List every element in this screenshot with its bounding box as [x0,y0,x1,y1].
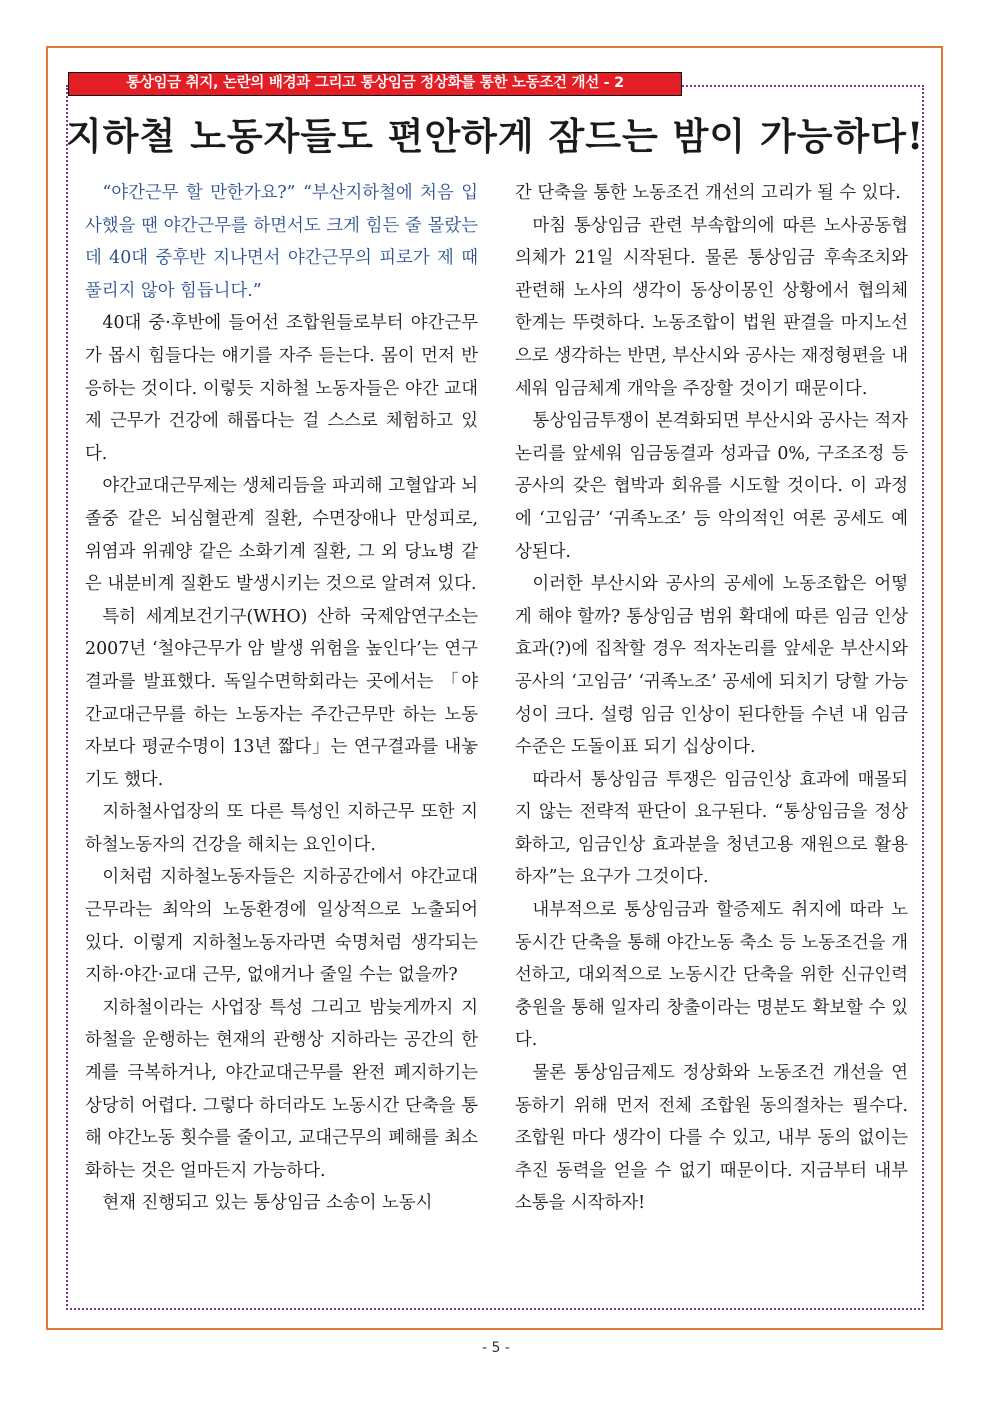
left-column [85,177,478,1220]
paragraph: 간 단축을 통한 노동조건 개선의 고리가 될 수 있다. [515,183,901,203]
paragraph: 마침 통상임금 관련 부속합의에 따른 노사공동협의체가 21일 시작된다. 물론 통상임금 후속조치와 관련해 노사의 생각이 동상이몽인 상황에서 협의체 한계는 뚜렷하다. 노동조합이 법원 판결을 마지노선으로 생각하는 반면, 부산시와 공사는 재정형편을 내세워 임금체계 개악을 주장할 것이기 때문이다. [515,215,908,399]
paragraph: 40대 중·후반에 들어선 조합원들로부터 야간근무가 몹시 힘들다는 얘기를 자주 듣는다. 몸이 먼저 반응하는 것이다. 이렇듯 지하철 노동자들은 야간 교대제 근무가 건강에 해롭다는 걸 스스로 체험하고 있다. [85,313,478,464]
paragraph: 통상임금투쟁이 본격화되면 부산시와 공사는 적자논리를 앞세워 임금동결과 성과급 0%, 구조조정 등 공사의 갖은 협박과 회유를 시도할 것이다. 이 과정에 ‘고임금’ ‘귀족노조’ 등 악의적인 여론 공세도 예상된다. [515,411,908,562]
paragraph: 야간교대근무제는 생체리듬을 파괴해 고혈압과 뇌졸중 같은 뇌심혈관계 질환, 수면장애나 만성피로, 위염과 위궤양 같은 소화기계 질환, 그 외 당뇨병 같은 내분비계 질환도 발생시키는 것으로 알려져 있다. [85,476,478,595]
paragraph: 내부적으로 통상임금과 할증제도 취지에 따라 노동시간 단축을 통해 야간노동 축소 등 노동조건을 개선하고, 대외적으로 노동시간 단축을 위한 신규인력 충원을 통해 일자리 창출이라는 명분도 확보할 수 있다. [515,900,908,1051]
paragraph: 현재 진행되고 있는 통상임금 소송이 노동시 [102,1193,433,1214]
right-column [515,177,908,1220]
paragraph: 따라서 통상임금 투쟁은 임금인상 효과에 매몰되지 않는 전략적 판단이 요구된다. “통상임금을 정상화하고, 임금인상 효과분을 청년고용 재원으로 활용하자”는 요구가 그것이다. [515,769,908,888]
paragraph: 지하철이라는 사업장 특성 그리고 밤늦게까지 지하철을 운행하는 현재의 관행상 지하라는 공간의 한계를 극복하거나, 야간교대근무를 완전 폐지하기는 상당히 어렵다. 그렇다 하더라도 노동시간 단축을 통해 야간노동 횟수를 줄이고, 교대근무의 폐해를 최소화하는 것은 얼마든지 가능하다. [85,997,478,1181]
paragraph: 물론 통상임금제도 정상화와 노동조건 개선을 연동하기 위해 먼저 전체 조합원 동의절차는 필수다. 조합원 마다 생각이 다를 수 있고, 내부 동의 없이는 추진 동력을 얻을 수 없기 때문이다. 지금부터 내부 소통을 시작하자! [515,1063,908,1214]
page-number: - 5 - [482,1340,510,1356]
paragraph: 지하철사업장의 또 다른 특성인 지하근무 또한 지하철노동자의 건강을 해치는 요인이다. [85,802,478,855]
paragraph: “야간근무 할 만한가요?” “부산지하철에 처음 입사했을 땐 야간근무를 하면서도 크게 힘든 줄 몰랐는데 40대 중후반 지나면서 야간근무의 피로가 제 때 풀리지 않아 힘듭니다.” [85,183,478,301]
series-banner: 통상임금 취지, 논란의 배경과 그리고 통상임금 정상화를 통한 노동조건 개선 - 2 [68,72,682,96]
paragraph: 이러한 부산시와 공사의 공세에 노동조합은 어떻게 해야 할까? 통상임금 범위 확대에 따른 임금 인상효과(?)에 집착할 경우 적자논리를 앞세운 부산시와 공사의 ‘고임금’ ‘귀족노조’ 공세에 되치기 당할 가능성이 크다. 설령 임금 인상이 된다한들 수년 내 임금 수준은 도돌이표 되기 십상이다. [515,574,908,758]
paragraph: 특히 세계보건기구(WHO) 산하 국제암연구소는 2007년 ‘철야근무가 암 발생 위험을 높인다’는 연구결과를 발표했다. 독일수면학회라는 곳에서는 「야간교대근무를 하는 노동자는 주간근무만 하는 노동자보다 평균수명이 13년 짧다」는 연구결과를 내놓기도 했다. [85,606,478,790]
paragraph: 이처럼 지하철노동자들은 지하공간에서 야간교대근무라는 최악의 노동환경에 일상적으로 노출되어 있다. 이렇게 지하철노동자라면 숙명처럼 생각되는 지하·야간·교대 근무, 없애거나 줄일 수는 없을까? [85,867,478,986]
article-headline: 지하철 노동자들도 편안하게 잠드는 밤이 가능하다! [66,114,925,158]
